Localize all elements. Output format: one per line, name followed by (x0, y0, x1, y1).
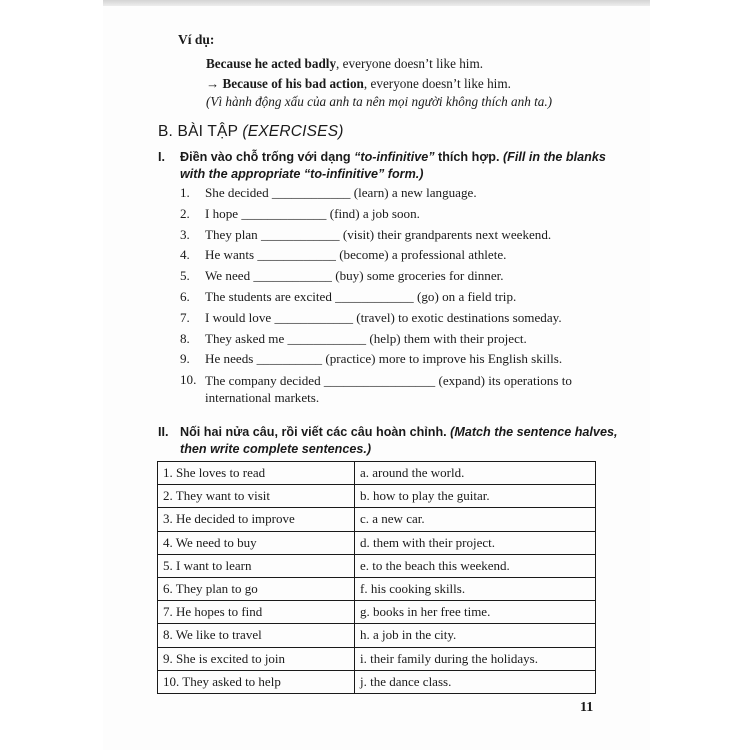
instruction-1-en: (Fill in the blanks with the appropriate “to-infinitive” form.) (180, 150, 606, 181)
example-line-1 (206, 56, 483, 72)
table-row (158, 554, 596, 577)
exercise-number: 1. (180, 185, 190, 200)
match-left-cell: 1. She loves to read (158, 462, 355, 485)
background-right (650, 0, 750, 750)
match-right-cell: f. his cooking skills. (355, 577, 596, 600)
exercise-item (180, 268, 610, 289)
exercise-item (180, 185, 610, 206)
match-left-cell: 6. They plan to go (158, 577, 355, 600)
exercise-text: I hope _____________ (find) a job soon. (205, 205, 420, 221)
book-page (103, 6, 650, 750)
example-title: Ví dụ: (178, 32, 215, 47)
table-row (158, 670, 596, 693)
instruction-2-text (180, 424, 618, 458)
example-line-1-bold: Because he acted badly (206, 56, 337, 71)
table-row (158, 577, 596, 600)
exercise-number: 7. (180, 309, 190, 325)
table-row (158, 601, 596, 624)
match-right-cell: h. a job in the city. (355, 624, 596, 647)
match-right-cell: a. around the world. (355, 462, 596, 485)
instruction-2 (158, 424, 618, 458)
match-right-cell: d. them with their project. (355, 531, 596, 554)
match-right-cell: c. a new car. (355, 508, 596, 531)
table-row (158, 647, 596, 670)
match-left-cell: 2. They want to visit (158, 485, 355, 508)
table-row (158, 462, 596, 485)
exercise-text: I would love ____________ (travel) to exotic destinations someday. (205, 309, 562, 325)
section-label-italic: (EXERCISES) (242, 123, 344, 140)
match-left-cell: 9. She is excited to join (158, 647, 355, 670)
instruction-1-number: I. (158, 150, 165, 164)
exercise-item (180, 310, 610, 331)
instruction-2-number: II. (158, 425, 169, 439)
example-line-1-rest: , everyone doesn’t like him. (336, 56, 484, 71)
instruction-1-vi: Điền vào chỗ trống với dạng (180, 150, 355, 164)
exercise-number: 10. (180, 372, 197, 388)
example-translation: (Vì hành động xấu của anh ta nên mọi người không thích anh ta.) (206, 94, 553, 109)
match-left-cell: 8. We like to travel (158, 624, 355, 647)
exercise-text: We need ____________ (buy) some groceries for dinner. (205, 268, 504, 284)
exercise-number: 8. (180, 330, 190, 346)
exercise-item (180, 206, 610, 227)
exercise-text: They asked me ____________ (help) them with their project. (205, 330, 527, 346)
section-label: B. BÀI TẬP (158, 123, 243, 140)
exercise-item (180, 372, 610, 408)
exercise-text: She decided ____________ (learn) a new language. (205, 185, 477, 200)
exercise-number: 5. (180, 268, 190, 284)
match-left-cell: 3. He decided to improve (158, 508, 355, 531)
exercise-text: The company decided _________________ (expand) its operations to international markets. (205, 373, 572, 406)
match-left-cell: 10. They asked to help (158, 670, 355, 693)
match-right-cell: e. to the beach this weekend. (355, 554, 596, 577)
exercise-number: 9. (180, 351, 190, 367)
exercise-text: They plan ____________ (visit) their grandparents next weekend. (205, 226, 552, 242)
instruction-2-en: (Match the sentence halves, then write complete sentences.) (180, 425, 618, 456)
match-left-cell: 4. We need to buy (158, 531, 355, 554)
match-right-cell: i. their family during the holidays. (355, 647, 596, 670)
exercise-number: 6. (180, 288, 190, 304)
background-left (0, 0, 103, 750)
exercise-number: 4. (180, 247, 190, 263)
example-line-2-rest: , everyone doesn’t like him. (363, 76, 511, 91)
page-number: 11 (580, 700, 594, 715)
instruction-1 (158, 149, 618, 183)
instruction-1-vi2: thích hợp. (434, 150, 503, 164)
table-row (158, 624, 596, 647)
instruction-1-term: “to-infinitive” (354, 150, 435, 164)
exercise-item (180, 227, 610, 248)
table-row (158, 485, 596, 508)
match-right-cell: b. how to play the guitar. (355, 485, 596, 508)
match-right-cell: j. the dance class. (355, 670, 596, 693)
match-left-cell: 5. I want to learn (158, 554, 355, 577)
instruction-1-text (180, 149, 618, 183)
example-line-2 (206, 76, 511, 92)
exercise-text: The students are excited ____________ (go) on a field trip. (205, 288, 517, 304)
exercise-text: He wants ____________ (become) a professional athlete. (205, 247, 507, 263)
example-line-2-bold: → Because of his bad action (206, 76, 364, 91)
exercise-number: 2. (180, 205, 190, 221)
instruction-2-vi: Nối hai nửa câu, rồi viết các câu hoàn chỉnh. (180, 425, 451, 439)
exercise-item (180, 331, 610, 352)
exercise-item (180, 247, 610, 268)
page-content (103, 6, 650, 750)
table-row (158, 531, 596, 554)
match-left-cell: 7. He hopes to find (158, 601, 355, 624)
section-heading (158, 123, 344, 141)
exercise-item (180, 351, 610, 372)
exercise-number: 3. (180, 226, 190, 242)
table-row (158, 508, 596, 531)
match-right-cell: g. books in her free time. (355, 601, 596, 624)
exercise-list (180, 185, 610, 408)
match-table (157, 461, 596, 694)
exercise-item (180, 289, 610, 310)
exercise-text: He needs __________ (practice) more to improve his English skills. (205, 351, 563, 367)
